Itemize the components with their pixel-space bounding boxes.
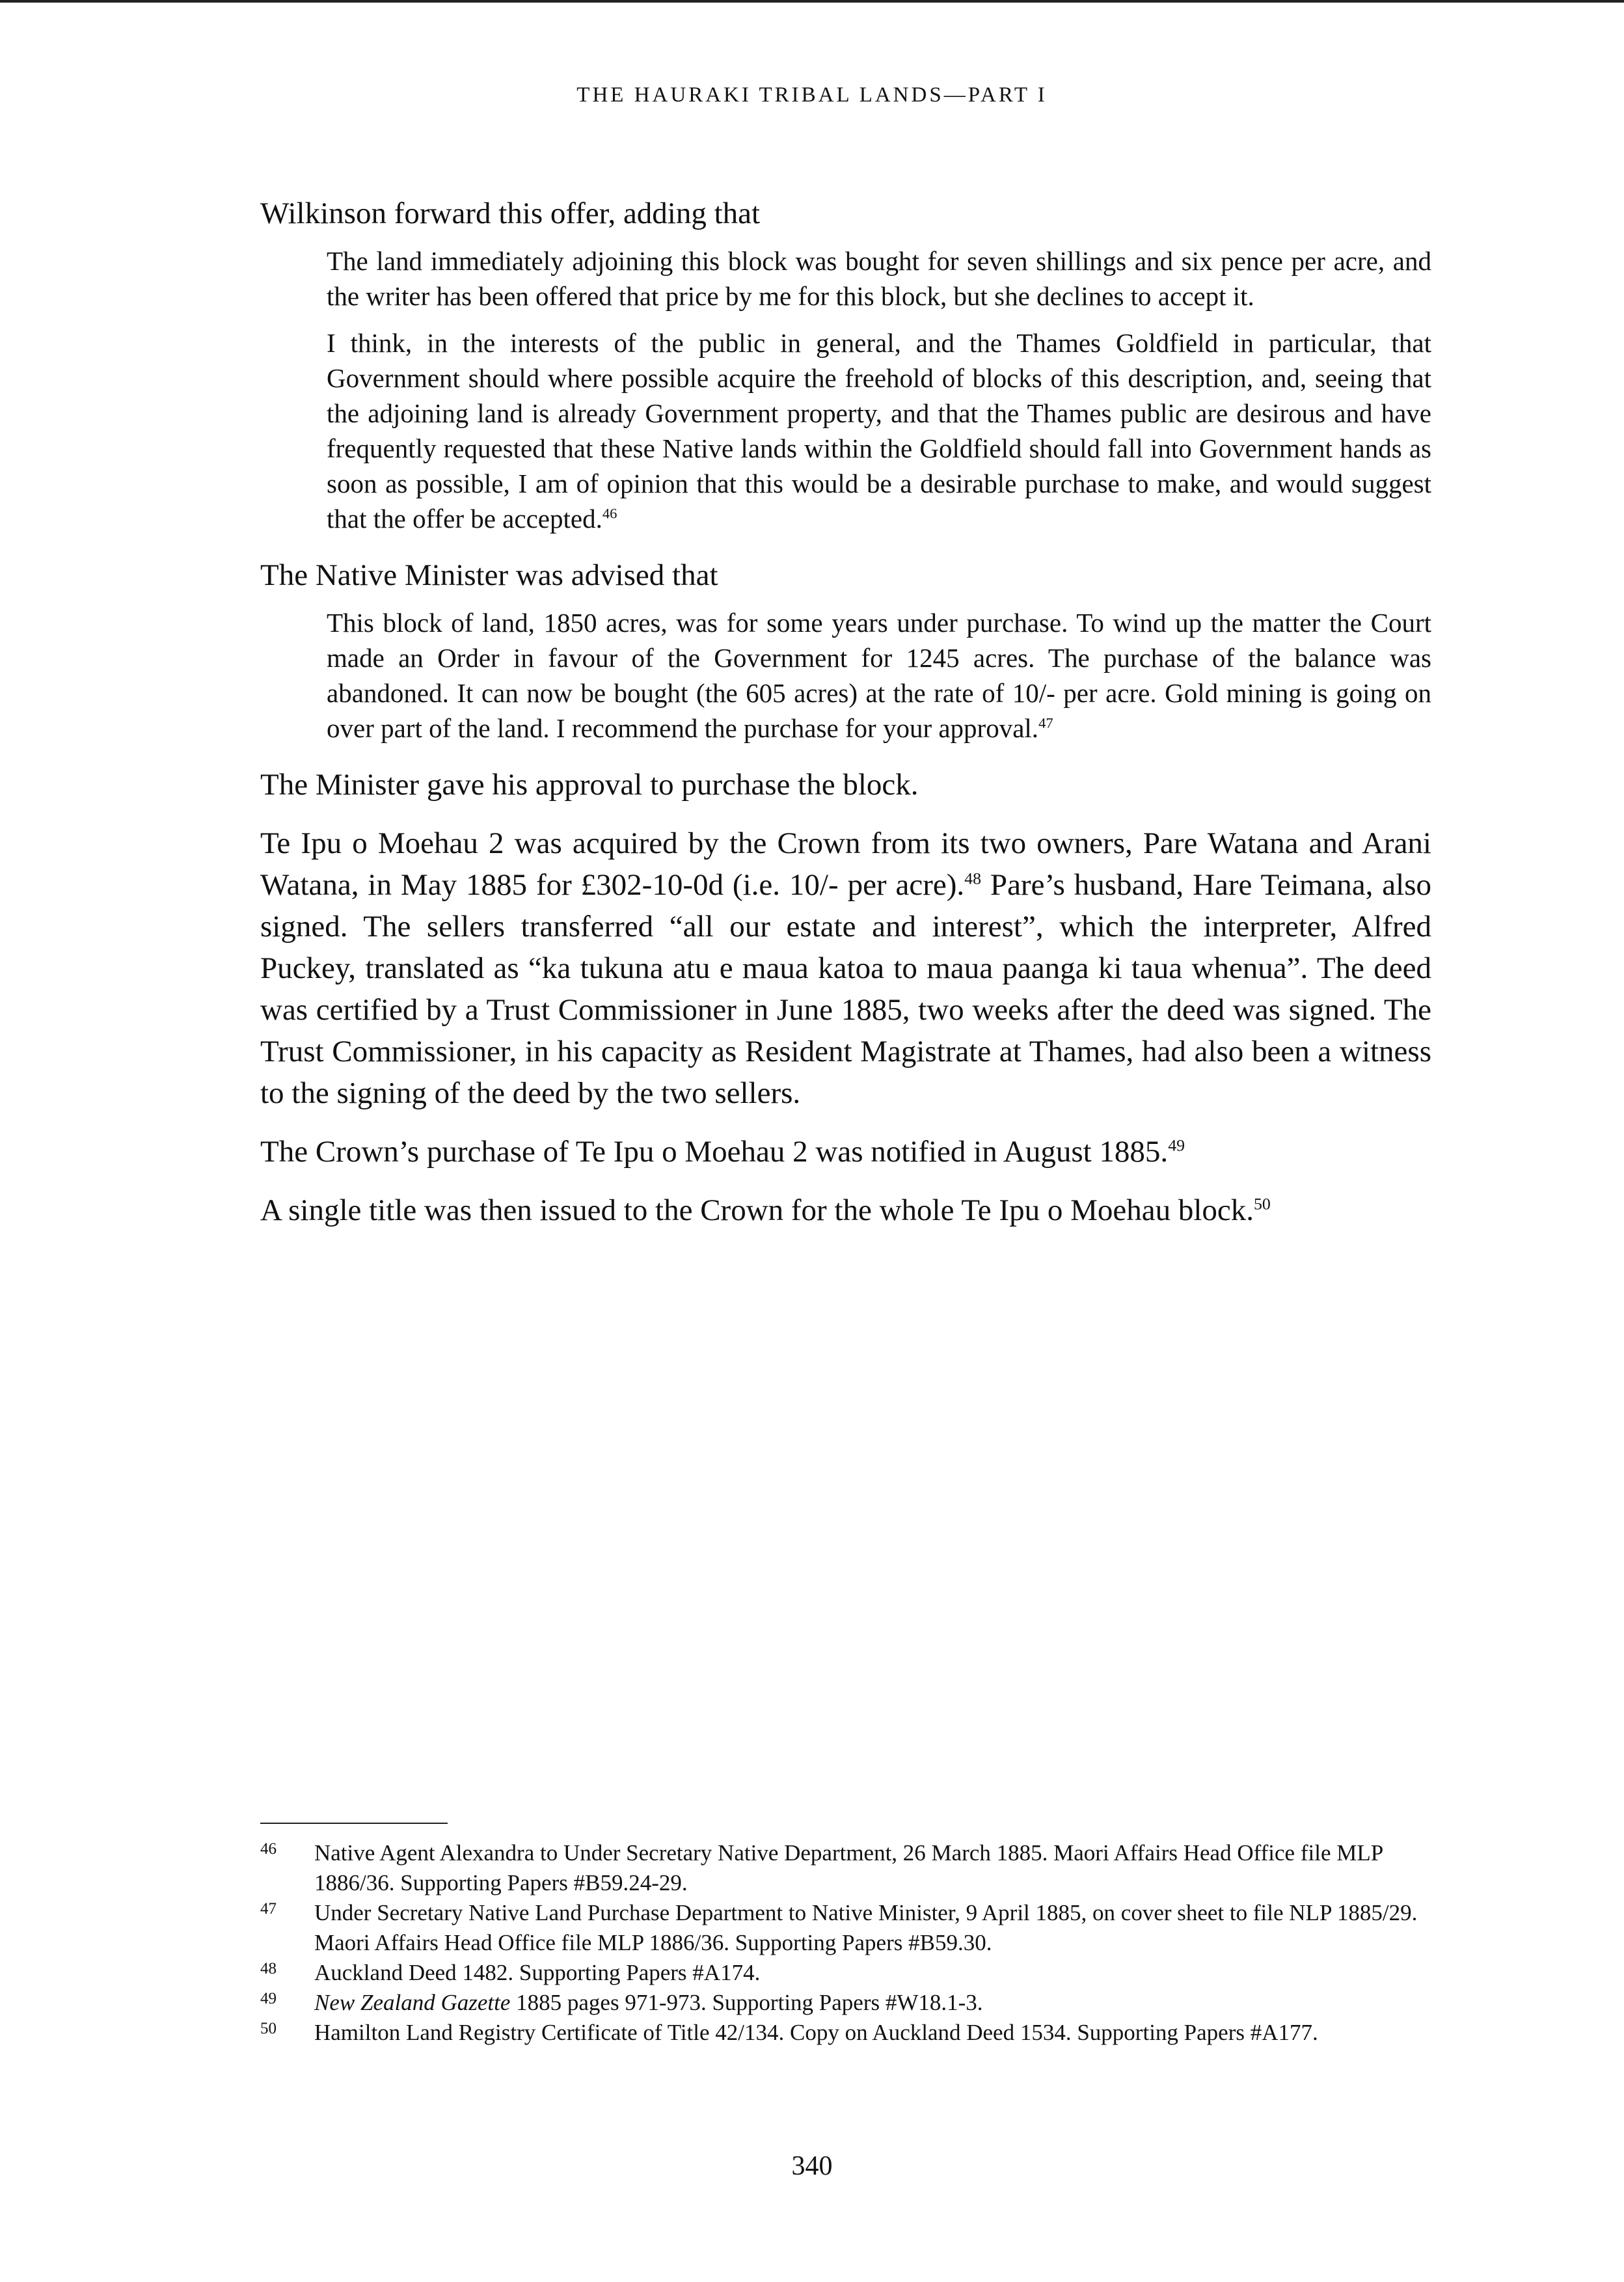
page-body — [260, 193, 1431, 1248]
footnote-text: Auckland Deed 1482. Supporting Papers #A174. — [314, 1960, 761, 1985]
quote-1-paragraph-a: The land immediately adjoining this block was bought for seven shillings and six pence per acre, and the writer has been offered that price by me for this block, but she declines to accept it. — [327, 246, 1431, 311]
footnote-number: 49 — [260, 1990, 277, 2007]
footnote-ref-48[interactable]: 48 — [964, 869, 981, 888]
footnote-text: Native Agent Alexandra to Under Secretary Native Department, 26 March 1885. Maori Affairs Head Office file MLP 1886/36. Supporting Papers #B59.24-29. — [314, 1840, 1383, 1895]
footnote-text: Under Secretary Native Land Purchase Department to Native Minister, 9 April 1885, on cover sheet to file NLP 1885/29. Maori Affairs Head Office file MLP 1886/36. Supporting Papers #B59.30. — [314, 1900, 1418, 1955]
paragraph-5: The Crown’s purchase of Te Ipu o Moehau 2 was notified in August 1885.49 — [260, 1135, 1185, 1169]
footnote-46 — [260, 1838, 1431, 1898]
footnote-text: Hamilton Land Registry Certificate of Title 42/134. Copy on Auckland Deed 1534. Supporting Papers #A177. — [314, 2020, 1318, 2045]
paragraph-2: The Native Minister was advised that — [260, 558, 718, 592]
top-border-rule — [0, 0, 1624, 3]
footnote-number: 50 — [260, 2020, 277, 2037]
quote-1-paragraph-b: I think, in the interests of the public in general, and the Thames Goldfield in particular, that Government should where possible acquire the freehold of blocks of this description, and, seeing that the adjoining land is already Government property, and that the Thames public are desirous and have frequently requested that these Native lands within the Goldfield should fall into Government hands as soon as possible, I am of opinion that this would be a desirable purchase to make, and would suggest that the offer be accepted.$^{46}$ — [327, 328, 1431, 534]
footnote-number: 47 — [260, 1900, 277, 1918]
footnote-ref-47[interactable]: 47 — [1038, 714, 1053, 731]
page-number: 340 — [791, 2151, 833, 2181]
quote-2-paragraph: This block of land, 1850 acres, was for some years under purchase. To wind up the matter the Court made an Order in favour of the Government for 1245 acres. The purchase of the balance was abandoned. It can now be bought (the 605 acres) at the rate of 10/- per acre. Gold mining is going on over part of the land. I recommend the purchase for your approval.$^{47}$ — [327, 608, 1431, 743]
running-head: THE HAURAKI TRIBAL LANDS—PART I — [576, 83, 1048, 107]
footnote-number: 48 — [260, 1960, 277, 1977]
footnote-50 — [260, 2018, 1431, 2048]
publication-title: New Zealand Gazette — [314, 1990, 511, 2015]
footnote-ref-46[interactable]: 46 — [602, 505, 617, 522]
footnote-48 — [260, 1958, 1431, 1988]
footnote-ref-49[interactable]: 49 — [1168, 1135, 1185, 1155]
paragraph-1: Wilkinson forward this offer, adding that — [260, 197, 761, 230]
footnote-number: 46 — [260, 1840, 277, 1858]
footnote-49 — [260, 1988, 1431, 2018]
paragraph-4: Te Ipu o Moehau 2 was acquired by the Crown from its two owners, Pare Watana and Arani Watana, in May 1885 for £302-10-0d (i.e. 10/- per acre).$^{48}$ Pare’s husband, Hare Teimana, also signed. The sellers transferred “all our estate and interest”, which the interpreter, Alfred Puckey, translated as “ka tukuna atu e maua katoa to maua paanga ki taua whenua”. The deed was certified by a Trust Commissioner in June 1885, two weeks after the deed was signed. The Trust Commissioner, in his capacity as Resident Magistrate at Thames, had also been a witness to the signing of the deed by the two sellers. — [260, 826, 1431, 1110]
footnotes — [260, 1838, 1431, 2048]
footnote-text: New Zealand Gazette 1885 pages 971-973. Supporting Papers #W18.1-3. — [314, 1990, 983, 2015]
block-quote-1 — [327, 243, 1431, 536]
paragraph-6: A single title was then issued to the Crown for the whole Te Ipu o Moehau block.$^{50}$ — [260, 1193, 1271, 1227]
footnote-separator — [260, 1823, 448, 1824]
footnote-47 — [260, 1898, 1431, 1958]
block-quote-2 — [327, 605, 1431, 746]
paragraph-3: The Minister gave his approval to purchase the block. — [260, 768, 919, 802]
footnote-ref-50[interactable]: 50 — [1254, 1194, 1271, 1214]
